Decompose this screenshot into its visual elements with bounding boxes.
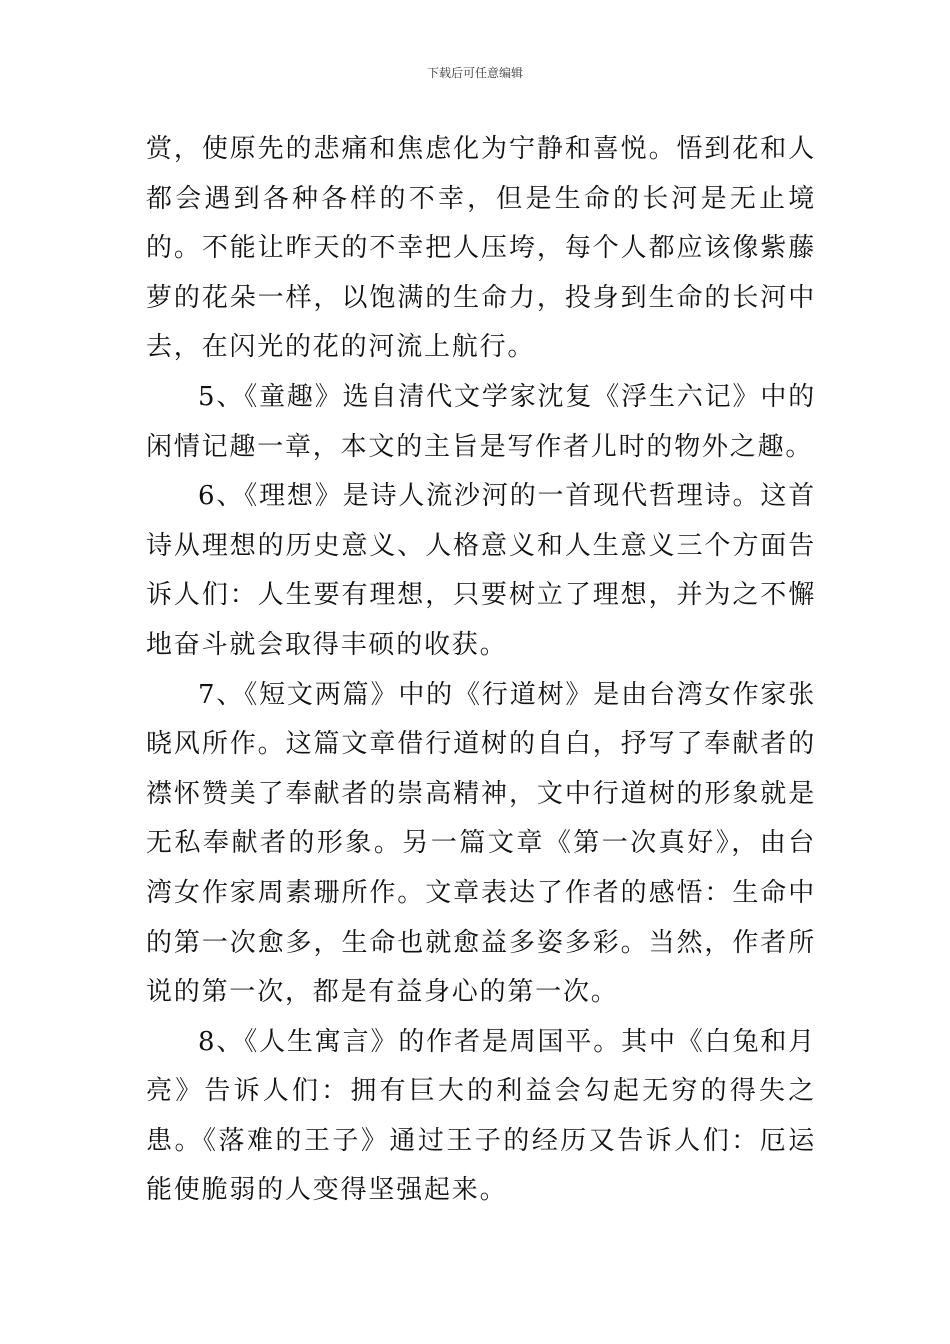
paragraph-item-6: 6、《理想》是诗人流沙河的一首现代哲理诗。这首诗从理想的历史意义、人格意义和人生意义三个方面告诉人们：人生要有理想，只要树立了理想，并为之不懈地奋斗就会取得丰硕的收获。 bbox=[146, 481, 816, 660]
page-header: 下载后可任意编辑 bbox=[426, 66, 523, 80]
paragraph-item-8: 8、《人生寓言》的作者是周国平。其中《白兔和月亮》告诉人们：拥有巨大的利益会勾起无穷的得失之患。《落难的王子》通过王子的经历又告诉人们：厄运能使脆弱的人变得坚强起来。 bbox=[146, 1026, 816, 1206]
document-body bbox=[146, 125, 816, 1216]
paragraph-item-5: 5、《童趣》选自清代文学家沈复《浮生六记》中的闲情记趣一章，本文的主旨是写作者儿时的物外之趣。 bbox=[146, 381, 816, 462]
paragraph-continuation: 赏，使原先的悲痛和焦虑化为宁静和喜悦。悟到花和人都会遇到各种各样的不幸，但是生命的长河是无止境的。不能让昨天的不幸把人压垮，每个人都应该像紫藤萝的花朵一样，以饱满的生命力，投身到生命的长河中去，在闪光的花的河流上航行。 bbox=[146, 134, 816, 363]
paragraph-item-7: 7、《短文两篇》中的《行道树》是由台湾女作家张晓风所作。这篇文章借行道树的自白，抒写了奉献者的襟怀赞美了奉献者的崇高精神，文中行道树的形象就是无私奉献者的形象。另一篇文章《第一次真好》，由台湾女作家周素珊所作。文章表达了作者的感悟：生命中的第一次愈多，生命也就愈益多姿多彩。当然，作者所说的第一次，都是有益身心的第一次。 bbox=[146, 679, 816, 1008]
